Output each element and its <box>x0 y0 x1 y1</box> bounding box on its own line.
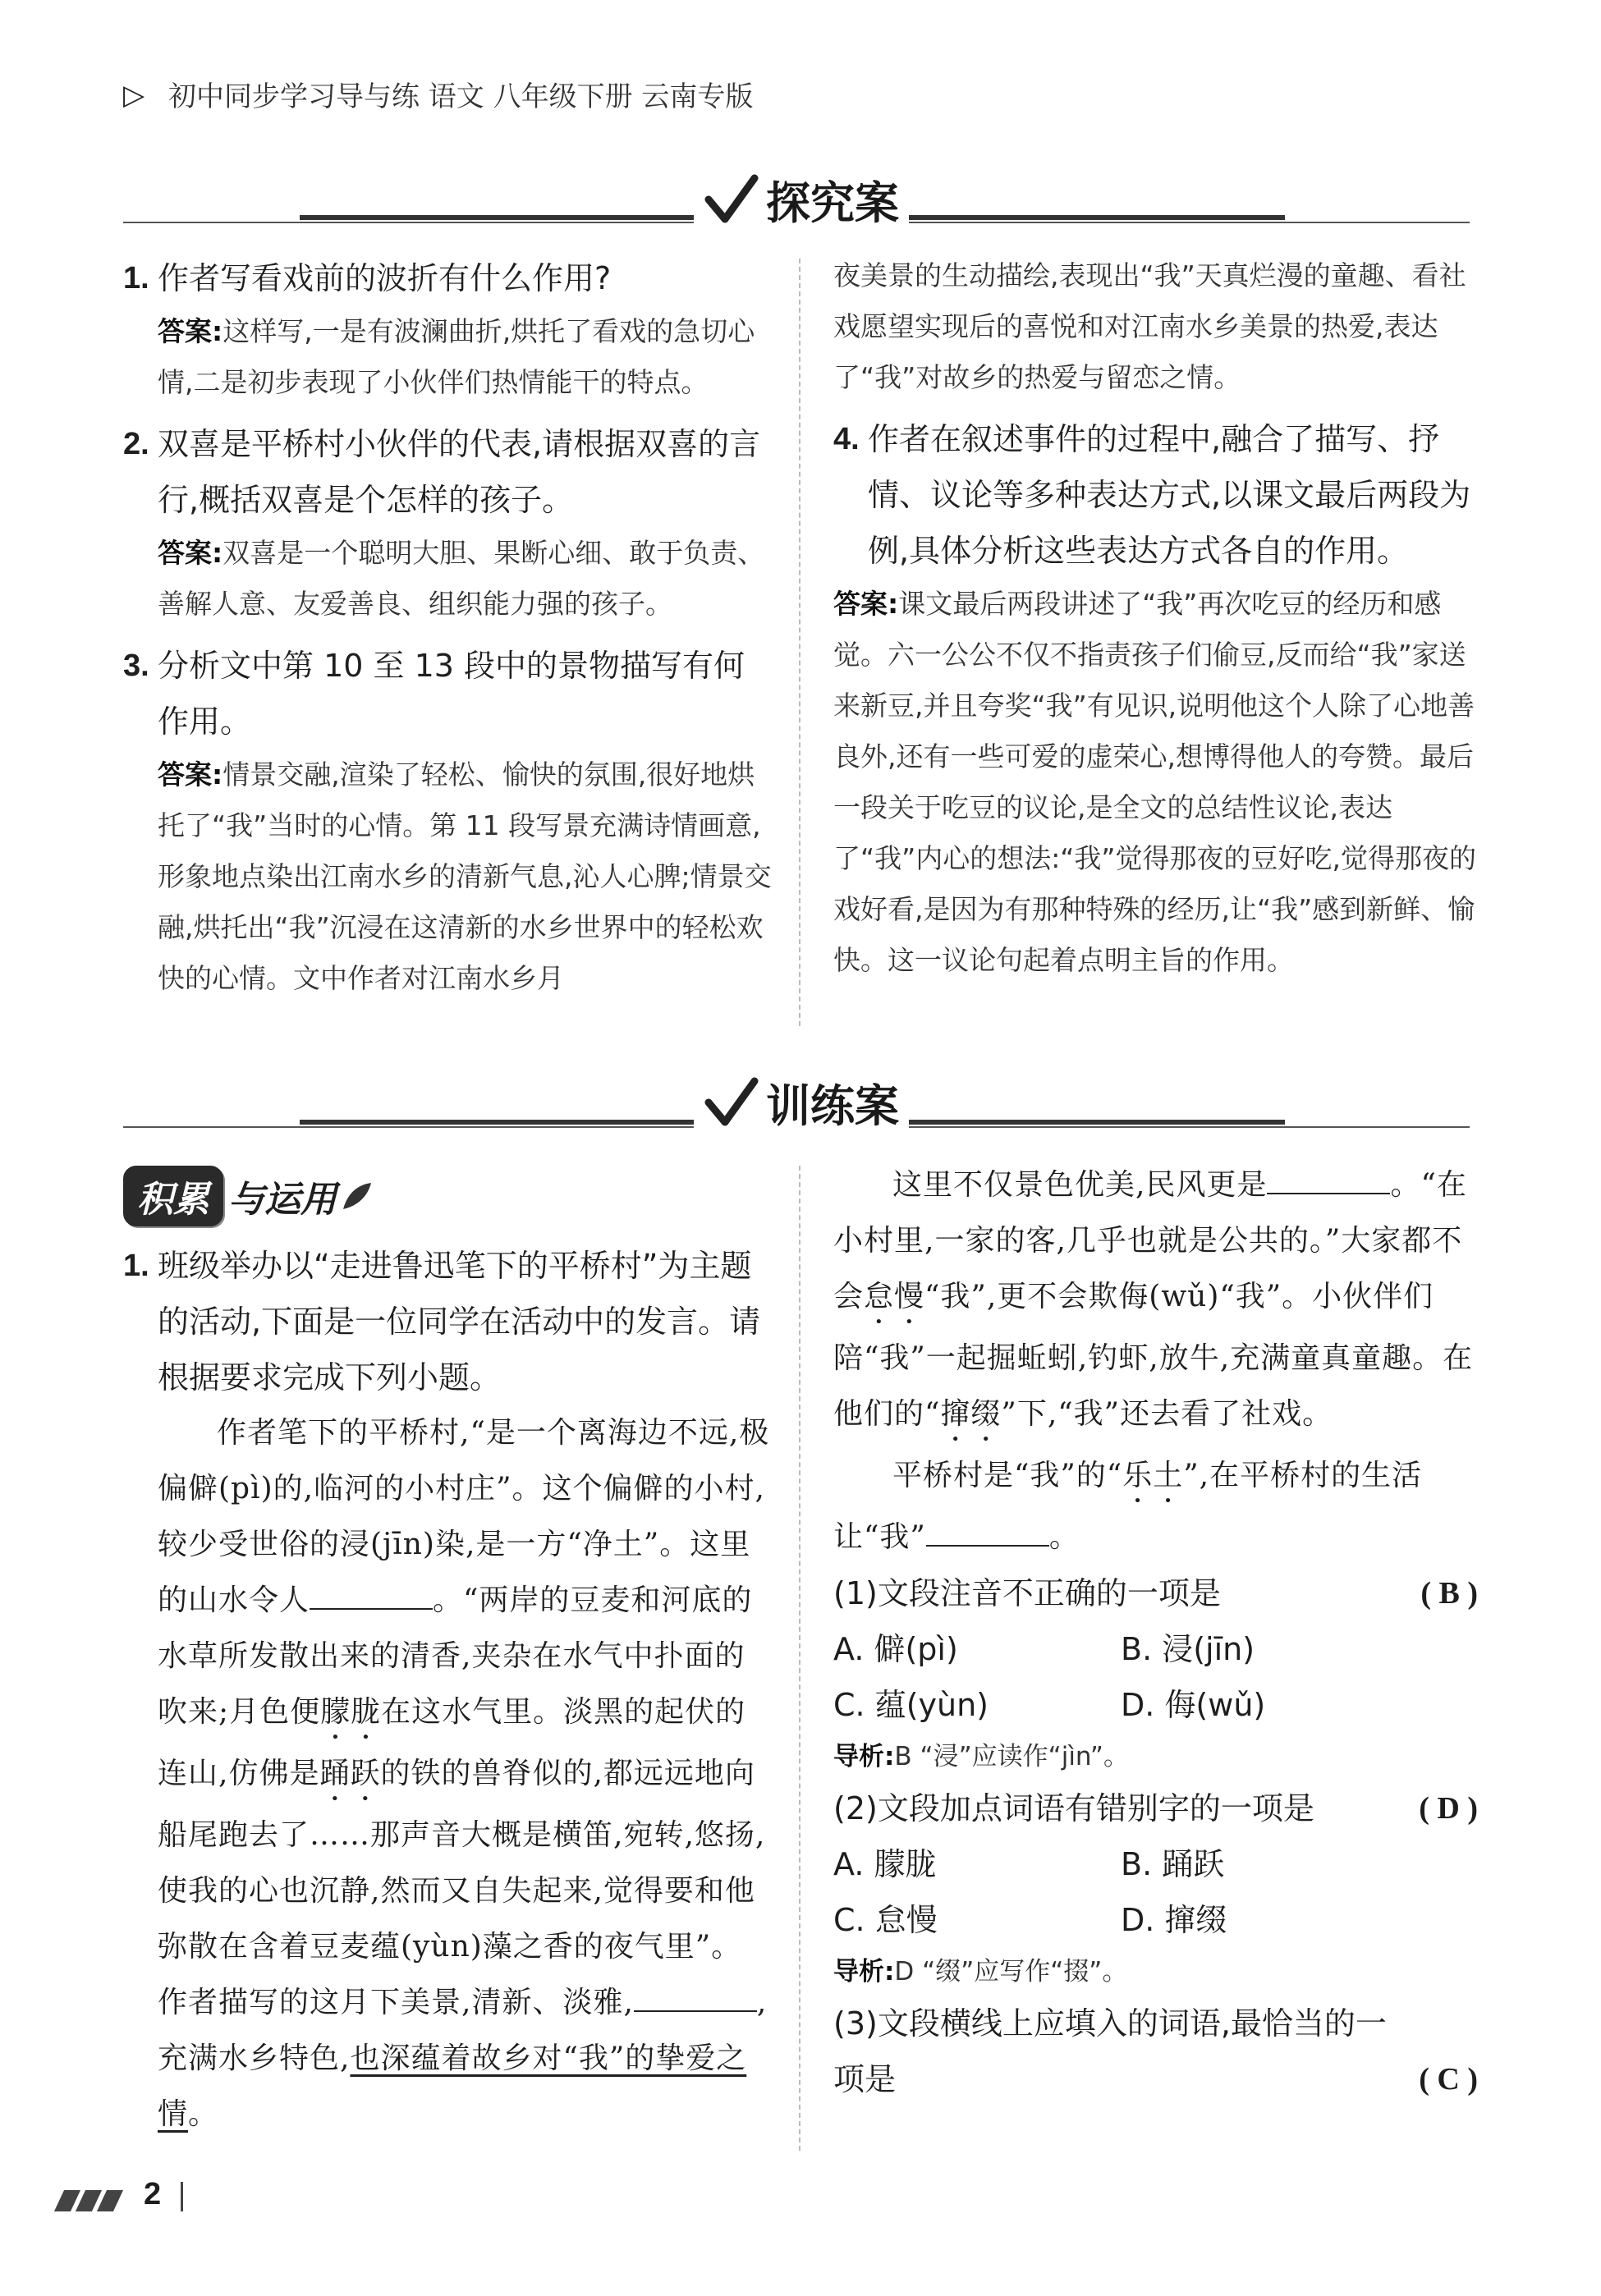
sub-question-1 <box>833 1565 1478 1621</box>
question-4 <box>833 411 1478 579</box>
option-c: C. 怠慢 <box>833 1902 938 1938</box>
fill-blank <box>310 1580 433 1610</box>
passage-text: 。 <box>188 2097 219 2131</box>
passage-paragraph-3 <box>833 1448 1478 1565</box>
play-triangle-icon: ▷ <box>123 79 145 112</box>
dotted-word: 怠慢 <box>864 1280 925 1313</box>
checkmark-icon <box>704 1075 761 1132</box>
passage-text: 这里不仅景色优美,民风更是 <box>892 1168 1268 1202</box>
sub-question-text: (3)文段横线上应填入的词语,最恰当的一 <box>833 2005 1387 2042</box>
question-text: 双喜是平桥村小伙伴的代表,请根据双喜的言行,概括双喜是个怎样的孩子。 <box>158 426 761 518</box>
passage-text: ”,在平桥村的生活让“我” <box>833 1459 1423 1554</box>
fill-blank <box>1267 1165 1390 1194</box>
question-1 <box>123 1238 772 1405</box>
answer-text: 双喜是一个聪明大胆、果断心细、敢于负责、 <box>222 537 765 569</box>
option-c: C. 蕴(yùn) <box>833 1687 989 1723</box>
guide-2 <box>833 1948 1478 1996</box>
passage-text: 。“在小村里,一家的客,几乎也就是公共的。”大家都不会 <box>833 1168 1467 1313</box>
section-title-train <box>694 1071 909 1134</box>
answer-text: 善解人意、友爱善良、组织能力强的孩子。 <box>158 588 672 620</box>
section-rule-bold <box>300 1120 694 1125</box>
passage-text: ”下,“我”还去看了社戏。 <box>1001 1397 1333 1431</box>
answer-mark: ( C ) <box>1419 2062 1478 2097</box>
answer-mark: ( D ) <box>1419 1791 1478 1826</box>
explore-left-column <box>123 250 772 1004</box>
column-divider <box>799 1166 800 2151</box>
train-right-column <box>833 1157 1478 2107</box>
question-text: 分析文中第 10 至 13 段中的景物描写有何作用。 <box>158 648 745 740</box>
explore-right-column <box>833 250 1478 986</box>
question-3 <box>123 638 772 749</box>
accumulate-apply-badge <box>123 1166 373 1226</box>
book-header: 初中同步学习导与练 语文 八年级下册 云南专版 <box>168 80 754 113</box>
passage-text: “我”,更不会欺侮(wǔ)“我”。小伙伴们陪“我”一起掘蚯蚓,钓虾,放牛,充满童真童趣。在他们的“ <box>833 1280 1474 1431</box>
options-2 <box>833 1836 1478 1948</box>
column-divider <box>799 259 800 1026</box>
section-rule-bold <box>891 215 1285 220</box>
option-d: D. 侮(wǔ) <box>1121 1687 1266 1723</box>
passage-text: 。 <box>1048 1520 1080 1554</box>
section-title-text: 训练案 <box>766 1080 899 1132</box>
answer-mark: ( B ) <box>1420 1576 1478 1611</box>
answer-3 <box>123 749 772 1004</box>
fill-blank <box>926 1517 1049 1547</box>
answer-3-continued: 夜美景的生动描绘,表现出“我”天真烂漫的童趣、看社戏愿望实现后的喜悦和对江南水乡美景的热爱,表达了“我”对故乡的热爱与留恋之情。 <box>833 259 1466 393</box>
question-number: 1. <box>123 1249 149 1283</box>
answer-text: 和感觉。六一公公不仅不指责孩子们偷豆,反而给“我”家送来新豆,并且夸奖“我”有见识,说明他这个人除了心地善良外,还有一些可爱的虚荣心,想博得他人的夸赞。最后一段关于吃豆的议论,是全文的总结性议论,表达了“我”内心的想法:“我”觉得那夜的豆好吃,觉得那夜的戏好看,是因为有那种特殊的经历,让“我”感到新鲜、愉快。这一议论句起着点明主旨的作用。 <box>833 588 1476 976</box>
badge-dark-label: 积累 <box>123 1166 223 1226</box>
dotted-word: 乐土 <box>1122 1459 1184 1492</box>
train-left-column <box>123 1166 772 2142</box>
answer-1 <box>123 306 772 408</box>
guide-label: 导析: <box>833 1957 895 1987</box>
answer-label: 答案: <box>158 315 223 347</box>
answer-2 <box>123 528 772 630</box>
answer-text: 烘托了“我”当时的心情。第 11 段写景充满诗情画意,形象地点染出江南水乡的清新气息,沁人心脾;情景交融,烘托出“我”沉浸在这清新的水乡世界中的轻松欢快的心情。文中作者对江南水乡月 <box>158 758 772 994</box>
underlined-sentence: 也深蕴着故乡对“我”的挚爱之情 <box>158 2042 747 2131</box>
answer-text: 这样写,一是有波澜曲折,烘托了看戏的急 <box>222 315 701 347</box>
section-title-explore <box>694 168 909 231</box>
passage-paragraph-1 <box>123 1405 772 2142</box>
passage-text: 作者笔下的平桥村,“是一个离海边不远,极偏僻(pì)的,临河的小村庄”。这个偏僻的小村,较少受世俗的浸(jīn)染,是一方“净土”。这里的山水令人 <box>158 1416 770 1617</box>
dotted-word: 朦胧 <box>320 1695 382 1729</box>
sub-question-3 <box>833 1996 1478 2107</box>
leaf-icon <box>340 1180 373 1212</box>
question-2 <box>123 416 772 528</box>
badge-label: 与运用 <box>228 1179 337 1221</box>
question-text: 班级举办以“走进鲁迅笔下的平桥村”为主题的活动,下面是一位同学在活动中的发言。请根据要求完成下列小题。 <box>158 1248 761 1395</box>
dotted-word: 踊跃 <box>319 1757 381 1790</box>
section-title-text: 探究案 <box>766 177 899 229</box>
sub-question-text: (1)文段注音不正确的一项是 <box>833 1575 1221 1611</box>
question-number: 1. <box>123 261 149 296</box>
question-number: 3. <box>123 648 149 683</box>
answer-4 <box>833 579 1478 986</box>
options-1 <box>833 1621 1478 1733</box>
option-b: B. 踊跃 <box>1121 1846 1225 1882</box>
answer-text: 情景交融,渲染了轻松、愉快的氛围,很好地 <box>222 758 728 791</box>
question-1 <box>123 250 772 306</box>
guide-text: B “浸”应读作“jìn”。 <box>894 1742 1129 1771</box>
option-a: A. 僻(pì) <box>833 1631 958 1667</box>
passage-text: 在这水气里。淡黑的起伏的连山,仿佛是 <box>158 1695 746 1790</box>
option-d: D. 撺缀 <box>1121 1902 1227 1938</box>
guide-label: 导析: <box>833 1742 895 1771</box>
passage-text: 平桥村是“我”的“ <box>892 1459 1123 1492</box>
question-number: 4. <box>833 422 860 456</box>
question-text: 作者在叙述事件的过程中,融合了描写、抒情、议论等多种表达方式,以课文最后两段为例,具体分析这些表达方式各自的作用。 <box>868 421 1471 569</box>
sub-question-text: 项是 <box>833 2061 897 2097</box>
page-number: 2 <box>144 2177 162 2211</box>
section-rule-bold <box>300 215 694 220</box>
option-b: B. 浸(jīn) <box>1121 1631 1255 1667</box>
question-number: 2. <box>123 427 149 461</box>
answer-text: 切心情,二是初步表现了小伙伴们热情能干的特点。 <box>158 315 755 398</box>
section-rule-bold <box>891 1120 1285 1125</box>
answer-label: 答案: <box>158 758 223 791</box>
guide-1 <box>833 1733 1478 1780</box>
sub-question-text: (2)文段加点词语有错别字的一项是 <box>833 1790 1314 1826</box>
answer-label: 答案: <box>158 537 223 569</box>
answer-text: 课文最后两段讲述了“我”再次吃豆的经历 <box>898 588 1388 620</box>
guide-text: D “缀”应写作“掇”。 <box>894 1957 1128 1987</box>
page-number-separator <box>181 2182 183 2211</box>
fill-blank <box>634 1982 757 2012</box>
option-a: A. 朦胧 <box>833 1846 937 1882</box>
question-text: 作者写看戏前的波折有什么作用? <box>158 260 612 296</box>
passage-paragraph-2 <box>833 1157 1478 1448</box>
page-decoration <box>59 2190 118 2211</box>
answer-label: 答案: <box>833 588 899 620</box>
passage-text: 的铁的兽脊似的,都远远地向船尾跑去了……那声音大概是横笛,宛转,悠扬,使我的心也沉静,然而又自失起来,觉得要和他弥散在含着豆麦蕴(yùn)藻之香的夜气里”。作者描写的这月下美景,清新、淡雅, <box>158 1757 766 2019</box>
passage-text: 。“两岸的豆麦和河底的水草所发散出来的清香,夹杂在水气中扑面的吹来;月色便 <box>158 1583 753 1729</box>
dotted-word: 撺缀 <box>940 1397 1002 1431</box>
sub-question-2 <box>833 1780 1478 1836</box>
passage-text: ,充满水乡特色, <box>158 1986 768 2075</box>
checkmark-icon <box>704 172 761 229</box>
